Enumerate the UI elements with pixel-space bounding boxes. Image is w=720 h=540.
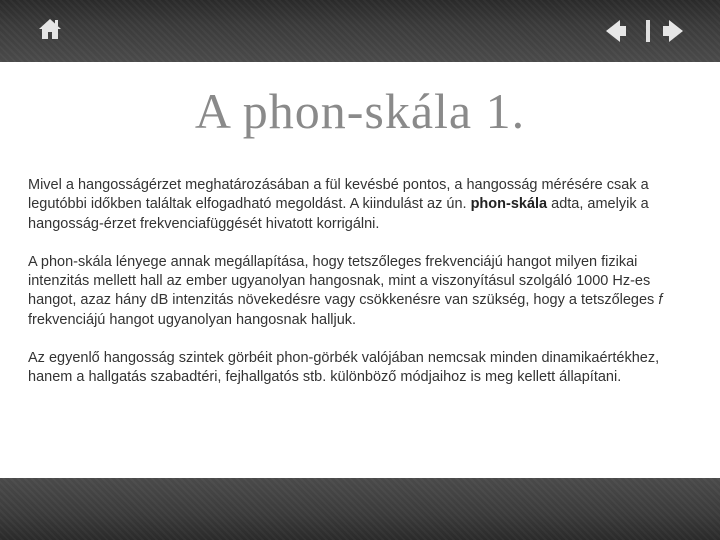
frequency-symbol: f <box>658 292 663 309</box>
arrow-right-icon[interactable] <box>661 18 685 44</box>
nav-separator <box>646 20 650 42</box>
paragraph-1-text-start: Mivel a hangosságérzet meghatározásában a fül kevésbé pontos, a hangosság mérésére csak a legutóbbi időkben találtak elfogadható megoldást. A kiindulást az ún. <box>28 177 649 213</box>
bottom-bar <box>0 478 720 540</box>
paragraph-2 <box>28 253 688 330</box>
top-bar <box>0 0 720 62</box>
phon-scale-term: phon-skála <box>470 196 548 213</box>
paragraph-2-text-start: A phon-skála lényege annak megállapítása, hogy tetszőleges frekvenciájú hangot milyen fizikai intenzitás mellett hall az ember ugyanolyan hangosnak, mint a viszonyításul szolgáló 1000 Hz-es hangot, azaz hány dB intenzitás növekedésre vagy csökkenésre van szükség, hogy a tetszőleges <box>28 253 659 309</box>
slide-title: A phon-skála 1. <box>194 83 526 139</box>
home-icon[interactable] <box>37 16 63 42</box>
paragraph-2-text-end: frekvenciájú hangot ugyanolyan hangosnak halljuk. <box>28 311 357 328</box>
slide-body <box>28 176 688 407</box>
bottom-bar-texture <box>0 478 720 540</box>
arrow-left-icon[interactable] <box>604 18 628 44</box>
paragraph-1-text-end: adta, amelyik a hangosság-érzet frekvenciafüggését hivatott korrigálni. <box>28 196 649 232</box>
paragraph-3: Az egyenlő hangosság szintek görbéit phon-görbék valójában nemcsak minden dinamikaértékhez, hanem a hallgatás szabadtéri, fejhallgatós stb. különböző módjaihoz is meg kellett állapítani. <box>28 350 660 386</box>
paragraph-1 <box>28 176 688 234</box>
